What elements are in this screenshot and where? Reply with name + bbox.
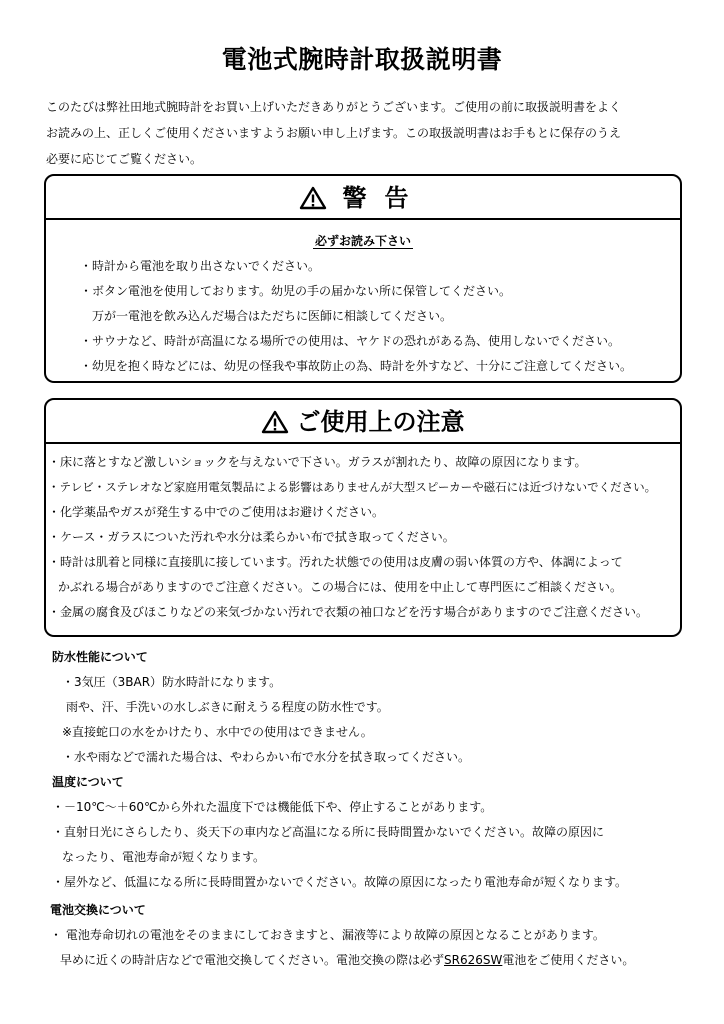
caution-line: ・床に落とすなど激しいショックを与えないで下さい。ガラスが割れたり、故障の原因になります。 bbox=[48, 455, 587, 469]
caution-line: ・時計は肌着と同様に直接肌に接しています。汚れた状態での使用は皮膚の弱い体質の方や、体調によって bbox=[48, 555, 623, 569]
caution-line: ・ケース・ガラスについた汚れや水分は柔らかい布で拭き取ってください。 bbox=[48, 530, 455, 544]
caution-icon bbox=[261, 410, 289, 434]
warning-heading: 警告 bbox=[342, 183, 427, 212]
warning-header bbox=[46, 176, 680, 218]
caution-line: ・金属の腐食及びほこりなどの来気づかない汚れで衣類の袖口などを汚す場合がありますのでご注意ください。 bbox=[48, 605, 649, 619]
warning-line: ・時計から電池を取り出さないでください。 bbox=[80, 259, 321, 273]
caution-line: ・化学薬品やガスが発生する中でのご使用はお避けください。 bbox=[48, 505, 385, 519]
caution-heading: ご使用上の注意 bbox=[296, 407, 465, 436]
waterproof-line: 雨や、汗、手洗いの水しぶきに耐えうる程度の防水性です。 bbox=[66, 700, 389, 714]
caution-body bbox=[46, 442, 680, 625]
intro-line: このたびは弊社田地式腕時計をお買い上げいただきありがとうございます。ご使用の前に取扱説明書をよく bbox=[46, 100, 622, 114]
intro-paragraph bbox=[46, 98, 696, 176]
battery-line: ・ 電池寿命切れの電池をそのままにしておきますと、漏液等により故障の原因となることがあります。 bbox=[50, 928, 605, 942]
battery-heading: 電池交換について bbox=[50, 903, 146, 917]
waterproof-heading: 防水性能について bbox=[52, 650, 148, 664]
caution-line: ・テレビ・ステレオなど家庭用電気製品による影響はありませんが大型スピーカーや磁石には近づけないでください。 bbox=[48, 480, 657, 494]
warning-subheading: 必ずお読み下さい bbox=[314, 234, 411, 248]
battery-model: SR626SW bbox=[444, 953, 503, 967]
temperature-line: ・－10℃～＋60℃から外れた温度下では機能低下や、停止することがあります。 bbox=[52, 800, 493, 814]
temperature-line: ・直射日光にさらしたり、炎天下の車内など高温になる所に長時間置かないでください。故障の原因に bbox=[52, 825, 605, 839]
warning-line: ・幼児を抱く時などには、幼児の怪我や事故防止の為、時計を外すなど、十分にご注意してください。 bbox=[80, 359, 633, 373]
warning-line: ・サウナなど、時計が高温になる場所での使用は、ヤケドの恐れがある為、使用しないでください。 bbox=[80, 334, 621, 348]
battery-line bbox=[50, 948, 700, 973]
waterproof-line: ・水や雨などで濡れた場合は、やわらかい布で水分を拭き取ってください。 bbox=[62, 750, 471, 764]
caution-header bbox=[46, 400, 680, 442]
warning-line: ・ボタン電池を使用しております。幼児の手の届かない所に保管してください。 bbox=[80, 284, 512, 298]
temperature-heading: 温度について bbox=[52, 775, 124, 789]
battery-section bbox=[50, 898, 700, 973]
intro-line: お読みの上、正しくご使用くださいますようお願い申し上げます。この取扱説明書はお手もとに保存のうえ bbox=[46, 126, 622, 140]
waterproof-line: ・3気圧（3BAR）防水時計になります。 bbox=[62, 675, 282, 689]
battery-line-text: 電池をご使用ください。 bbox=[502, 953, 635, 967]
battery-line-text: 早めに近くの時計店などで電池交換してください。電池交換の際は必ず bbox=[60, 953, 445, 967]
caution-line: かぶれる場合がありますのでご注意ください。この場合には、使用を中止して専門医にご相談ください。 bbox=[58, 580, 623, 594]
temperature-section bbox=[52, 770, 702, 895]
warning-box bbox=[44, 174, 682, 383]
intro-line: 必要に応じてご覧ください。 bbox=[46, 152, 203, 166]
caution-box bbox=[44, 398, 682, 637]
warning-line: 万が一電池を飲み込んだ場合はただちに医師に相談してください。 bbox=[92, 309, 453, 323]
waterproof-section bbox=[52, 645, 702, 770]
warning-body bbox=[46, 218, 680, 379]
temperature-line: ・屋外など、低温になる所に長時間置かないでください。故障の原因になったり電池寿命が短くなります。 bbox=[52, 875, 628, 889]
warning-icon bbox=[299, 186, 327, 210]
temperature-line: なったり、電池寿命が短くなります。 bbox=[62, 850, 266, 864]
page-title: 電池式腕時計取扱説明書 bbox=[221, 45, 503, 74]
waterproof-line: ※直接蛇口の水をかけたり、水中での使用はできません。 bbox=[62, 725, 373, 739]
